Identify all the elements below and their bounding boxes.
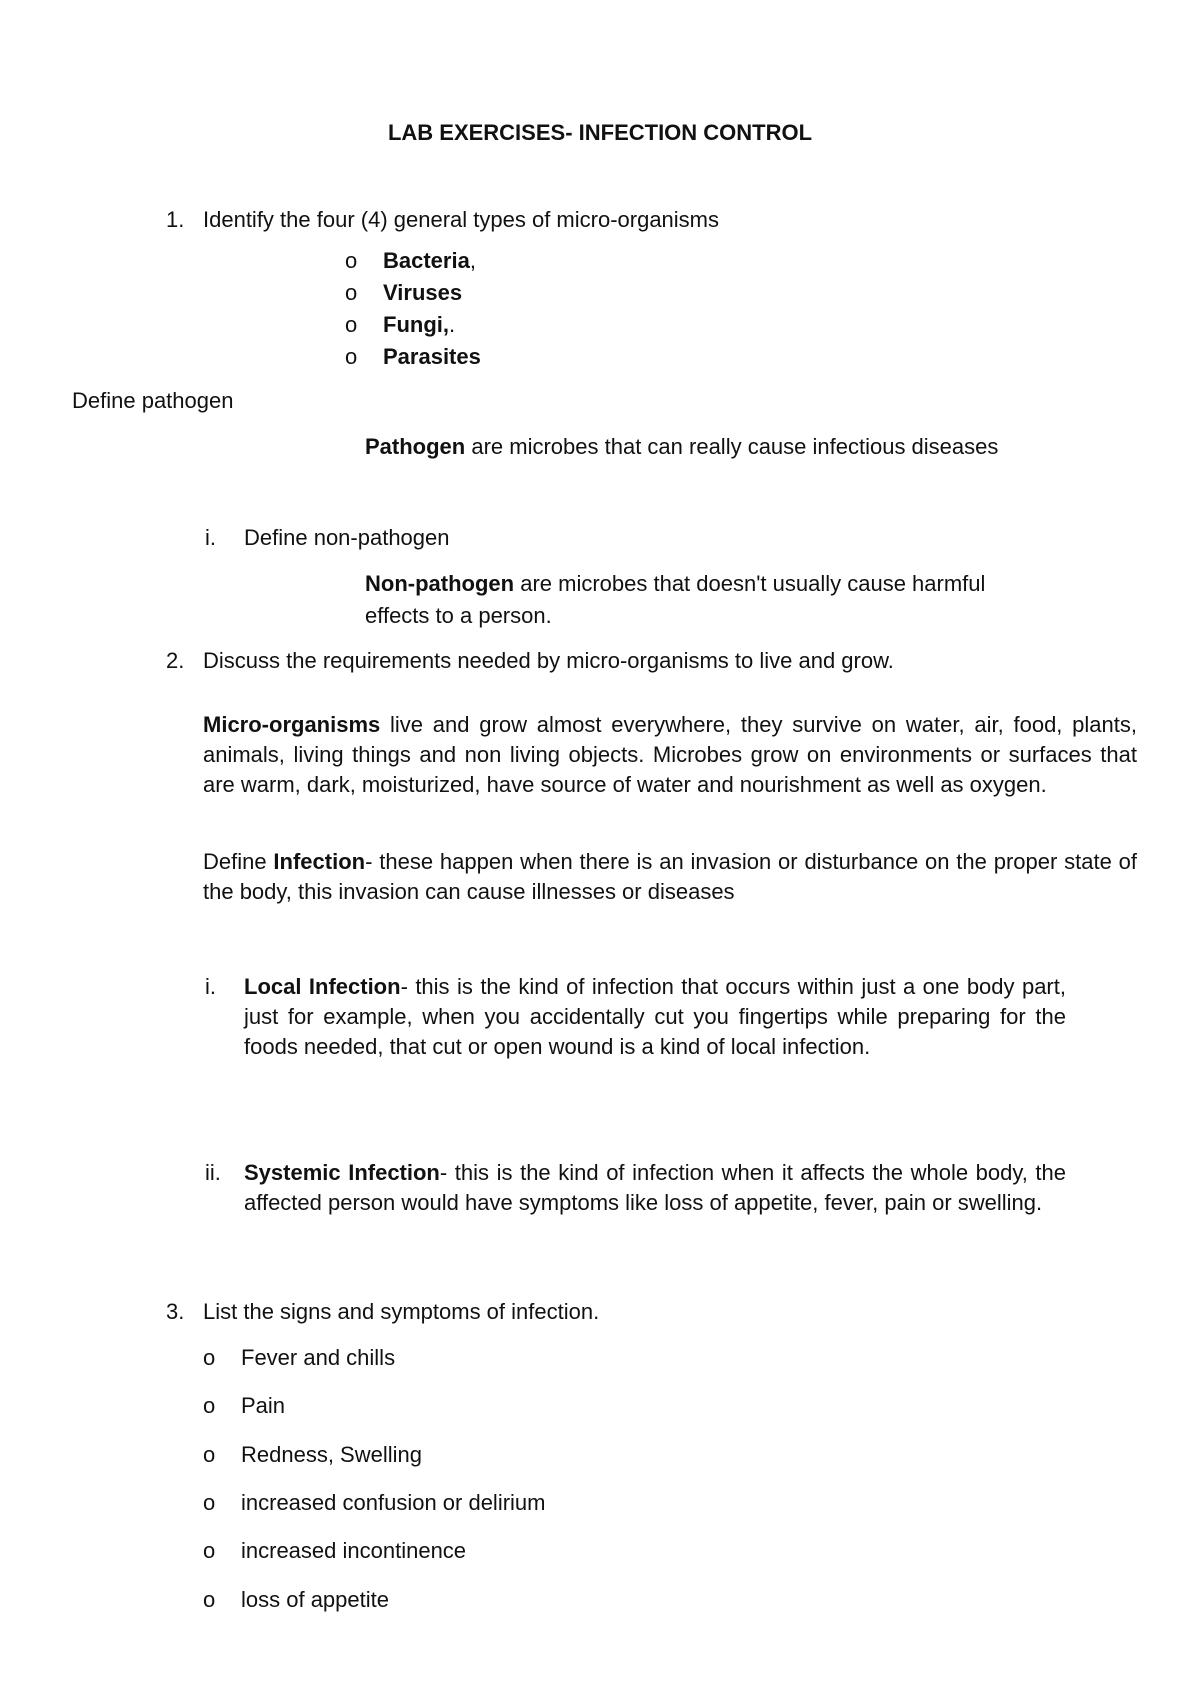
define-label: Define — [203, 849, 274, 874]
type-suffix: . — [448, 312, 456, 337]
type-item — [345, 342, 481, 372]
bullet-icon: o — [345, 344, 358, 369]
type-item — [345, 310, 455, 340]
systemic-term: Systemic Infection — [244, 1160, 440, 1185]
q2-question: Discuss the requirements needed by micro-organisms to live and grow. — [203, 648, 894, 673]
q1-number: 1. — [166, 207, 185, 232]
q3-question: List the signs and symptoms of infection. — [203, 1299, 600, 1324]
sign-item — [203, 1391, 285, 1421]
sign-text: Redness, Swelling — [241, 1442, 422, 1467]
micro-text: live and grow almost everywhere, they survive on water, air, food, plants, animals, living things and non living objects. Microbes grow on environments or surfaces that are warm, dark, moisturized, have source of water and nourishment as well as oxygen. — [203, 712, 1137, 797]
bullet-icon: o — [203, 1393, 216, 1418]
nonpathogen-def-text: are microbes that doesn't usually cause harmful — [514, 571, 986, 596]
type-item — [345, 246, 476, 276]
sign-item — [203, 1488, 546, 1518]
pathogen-definition — [365, 432, 998, 462]
sign-text: Fever and chills — [241, 1345, 396, 1370]
nonpathogen-definition — [365, 569, 985, 599]
local-infection-paragraph — [244, 972, 1066, 1062]
nonpathogen-def-line2: effects to a person. — [365, 603, 552, 628]
bullet-icon: o — [345, 248, 358, 273]
bullet-icon: o — [203, 1345, 216, 1370]
bullet-icon: o — [345, 312, 358, 337]
document-title: LAB EXERCISES- INFECTION CONTROL — [387, 120, 813, 145]
sign-text: loss of appetite — [241, 1587, 389, 1612]
sign-item — [203, 1536, 466, 1566]
sign-text: Pain — [241, 1393, 286, 1418]
define-nonpathogen-label: Define non-pathogen — [244, 525, 450, 550]
type-name: Fungi, — [383, 312, 449, 337]
pathogen-term: Pathogen — [365, 434, 466, 459]
bullet-icon: o — [203, 1442, 216, 1467]
type-item — [345, 278, 462, 308]
type-suffix: , — [469, 248, 476, 273]
type-name: Parasites — [383, 344, 481, 369]
micro-organisms-paragraph — [203, 710, 1137, 800]
local-term: Local Infection — [244, 974, 401, 999]
systemic-numeral: ii. — [205, 1160, 221, 1185]
infection-text: - these happen when there is an invasion or disturbance on the proper state of the body, this invasion can cause illnesses or diseases — [203, 849, 1137, 904]
bullet-icon: o — [203, 1490, 216, 1515]
nonpathogen-term: Non-pathogen — [365, 571, 515, 596]
bullet-icon: o — [203, 1587, 216, 1612]
systemic-text: - this is the kind of infection when it affects the whole body, the affected person would have symptoms like loss of appetite, fever, pain or swelling. — [244, 1160, 1067, 1215]
infection-term: Infection — [273, 849, 366, 874]
q1-question: Identify the four (4) general types of micro-organisms — [203, 207, 720, 232]
micro-term: Micro-organisms — [203, 712, 381, 737]
sub-numeral: i. — [205, 525, 216, 550]
systemic-infection-paragraph — [244, 1158, 1066, 1218]
sign-item — [203, 1440, 422, 1470]
local-numeral: i. — [205, 974, 216, 999]
sign-text: increased confusion or delirium — [241, 1490, 546, 1515]
q3-number: 3. — [166, 1299, 185, 1324]
define-pathogen-label: Define pathogen — [72, 388, 234, 413]
bullet-icon: o — [345, 280, 358, 305]
type-name: Viruses — [383, 280, 463, 305]
infection-paragraph — [203, 847, 1137, 907]
type-name: Bacteria — [383, 248, 470, 273]
sign-item — [203, 1585, 389, 1615]
bullet-icon: o — [203, 1538, 216, 1563]
local-text: - this is the kind of infection that occurs within just a one body part, just for example, when you accidentally cut you fingertips while preparing for the foods needed, that cut or open wound is a kind of local infection. — [244, 974, 1066, 1059]
q2-number: 2. — [166, 648, 185, 673]
sign-item — [203, 1343, 395, 1373]
sign-text: increased incontinence — [241, 1538, 467, 1563]
pathogen-def-text: are microbes that can really cause infectious diseases — [465, 434, 999, 459]
